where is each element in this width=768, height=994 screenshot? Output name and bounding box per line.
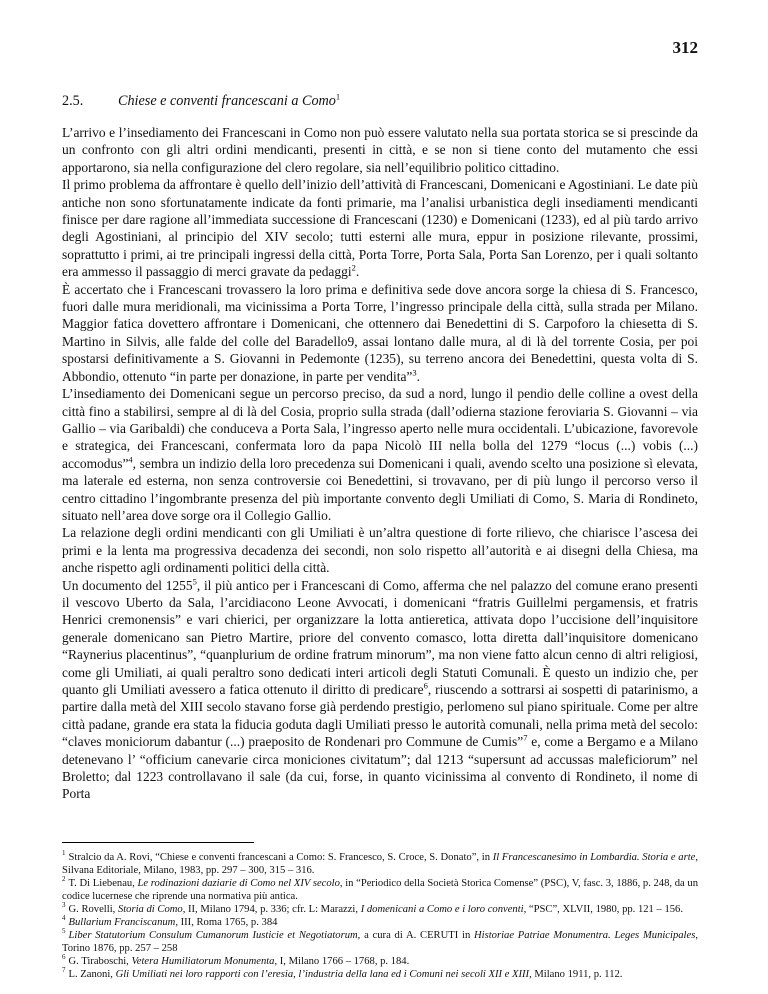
paragraph — [62, 176, 698, 280]
footnote-text: , I, Milano 1766 – 1768, p. 184. — [274, 956, 410, 967]
footnote-text: G. Rovelli, — [68, 904, 118, 915]
footnote-number: 5 — [62, 927, 66, 936]
footnote-number: 7 — [62, 966, 66, 975]
footnote-number: 2 — [62, 875, 66, 884]
footnote-ref: 1 — [335, 91, 341, 102]
footnote-text: L. Zanoni, — [68, 969, 116, 980]
paragraph-text: L’insediamento dei Domenicani segue un percorso preciso, da sud a nord, lungo il pendio delle colline a ovest della città fino a stabilirsi, sempre al di là del Cosia, proprio sulla strada (dall’odierna stazione feroviaria S. Giovanni – via Gallio – via Garibaldi) che conduceva a Porta Sala, l’ingresso aperto nelle mura occidentali. L’ubicazione, favorevole e strategica, dei Francescani, confermata loro da papa Nicolò III nella bolla del 1279 “locus (...) vobis (...) accomodus” — [62, 386, 698, 471]
footnote-text: , Silvana Editoriale, Milano, 1983, pp. 297 – 300, 315 – 316. — [62, 852, 698, 876]
body-text — [62, 124, 698, 803]
footnote-text: , II, Milano 1794, p. 336; cfr. L: Marazzi, — [182, 904, 361, 915]
footnote-text: Milano 1911, p. 112. — [531, 969, 623, 980]
paragraph-text: , il più antico per i Francescani di Como, afferma che nel palazzo del comune erano presenti il vescovo Uberto da Sala, l’arcidiacono Leone Avvocati, i domenicani “fratris Guillelmi pergamensis, et fratris Henrici cremonensis” e vari chierici, per organizzare la lotta antieretica, attivata dopo l’uccisione dell’inquisitore generale domenicano san Pietro Martire, priore del convento comasco, lotta diretta dall’inquisitore domenicano “Raynerius placentinus”, “quanplurium de ordine fratrum minorum”, ma non viene fatto alcun cenno di altri religiosi, come gli Umiliati, ai quali peraltro sono dedicati interi articoli degli Statuti Comunali. È questo un indizio che, per quanto gli Umiliati avessero a fatica ottenuto il diritto di predicare — [62, 577, 698, 697]
footnote-number: 6 — [62, 953, 66, 962]
footnote-separator — [62, 842, 254, 843]
paragraph — [62, 124, 698, 176]
footnote — [62, 968, 698, 981]
footnote-text: T. Di Liebenau, — [68, 878, 138, 889]
footnote-text: Storia di Como — [117, 904, 183, 915]
footnote-number: 4 — [62, 914, 66, 923]
footnote — [62, 955, 698, 968]
paragraph — [62, 524, 698, 576]
section-number: 2.5. — [62, 93, 84, 109]
paragraph-text: e, come a Bergamo e a Milano detenevano l’ “officium canevarie circa moniciones civitatum”; dal 1213 “supersunt ad accussas maleficiorum” nel Broletto; dal 1223 controllavano il sale (da cui, forse, in quanto vicinissima al convento di Rondineto, il nome di Porta — [62, 734, 698, 802]
footnote-text: Vetera Humiliatorum Monumenta — [131, 956, 275, 967]
paragraph-text: . — [355, 264, 360, 280]
footnote — [62, 903, 698, 916]
section-heading — [62, 93, 340, 110]
footnote-text: Liber Statutorium Consulum Cumanorum Iusticie et Negotiatorum — [68, 930, 358, 941]
paragraph-text: Il primo problema da affrontare è quello dell’inizio dell’attività di Francescani, Domenicani e Agostiniani. Le date più antiche non sono sfortunatamente indicate da fonti primarie, ma l’analisi urbanistica degli insediamenti mendicanti finisce per dare ragione all’immediata successione di Francescani (1230) e Domenicani (1233), ed al più tardo arrivo degli Agostiniani, al principio del XIV secolo; tutti esterni alle mura, eppur in posizione rilevante, prossimi, soprattutto i primi, ai tre principali ingressi della città, Porta Torre, Porta Sala, Porta San Lorenzo, per i quali soltanto era ammesso il passaggio di merci gravate da pedaggi — [62, 177, 698, 280]
footnote-text: Historiae Patriae Monumentra. Leges Municipales — [474, 930, 696, 941]
footnote-text: Bullarium Franciscanum — [68, 917, 176, 928]
footnote-ref: 7 — [523, 732, 528, 743]
footnote-text: , in “Periodico della Società Storica Comense” (PSC), V, fasc. 3, 1886, p. 248, da un codice lucernese che riprende una normativa più antica. — [62, 878, 698, 902]
paragraph-text: . — [416, 368, 420, 384]
paragraph — [62, 385, 698, 524]
footnotes — [62, 851, 698, 981]
footnote-ref: 3 — [412, 367, 417, 378]
footnote-text: Il Francescanesimo in Lombardia. Storia e arte — [492, 852, 696, 863]
paragraph-text: L’arrivo e l’insediamento dei Francescani in Como non può essere valutato nella sua portata storica se si prescinde da un confronto con gli altri ordini mendicanti, presenti in città, e se non si tiene conto del mutamento che essi apportarono, sia nella configurazione del clero regolare, sia nell’equilibrio politico cittadino. — [62, 125, 698, 175]
paragraph-text: È accertato che i Francescani trovassero la loro prima e definitiva sede dove ancora sorge la chiesa di S. Francesco, fuori dalle mura meridionali, ma vicinissima a Porta Torre, l’ingresso principale della città, sulla strada per Milano. Maggior fatica dovettero affrontare i Domenicani, che ottennero dai Benedettini di S. Carpoforo la chiesetta di S. Martino in Silvis, alle falde del colle del Baradello9, assai lontano dalle mura, al di là del torrente Cosia, per poi spostarsi definitivamente a S. Giovanni in Pedemonte (1235), su terreno ancora dei Benedettini, questa volta di S. Abbondio, ottenuto “in parte per donazione, in parte per vendita” — [62, 281, 698, 384]
footnote-text: , a cura di A. CERUTI in — [357, 930, 475, 941]
section-title: Chiese e conventi francescani a Como — [118, 93, 336, 109]
paragraph — [62, 577, 698, 803]
paragraph-text: , riuscendo a sottrarsi ai sospetti di patarinismo, a partire dalla metà del XIII secolo stavano forse già perdendo prestigio, perlomeno sul piano spirituale. Come per altre città padane, grande era stata la fiducia goduta dagli Umiliati presso le autorità comunali, nella prima metà del secolo: “claves moniciorum dabantur (...) praeposito de Rondenari pro Commune de Cumis” — [62, 682, 698, 750]
footnote-text: , Torino 1876, pp. 257 – 258 — [62, 930, 698, 954]
footnote-ref: 5 — [192, 576, 197, 587]
footnote-text: I domenicani a Como e i loro conventi — [360, 904, 524, 915]
paragraph-text: Un documento del 1255 — [62, 577, 193, 593]
footnote — [62, 877, 698, 903]
footnote-text: G. Tiraboschi, — [68, 956, 132, 967]
footnote-ref: 4 — [128, 454, 133, 465]
footnote-ref: 2 — [351, 262, 356, 273]
footnote-ref: 6 — [423, 680, 428, 691]
footnote — [62, 851, 698, 877]
footnote-text: Stralcio da A. Rovi, “Chiese e conventi francescani a Como: S. Francesco, S. Croce, S. Donato”, in — [68, 852, 493, 863]
footnote-text: Gli Umiliati nei loro rapporti con l’eresia, l’industria della lana ed i Comuni nei secoli XII e XIII, — [115, 969, 532, 980]
footnote-text: , III, Roma 1765, p. 384 — [175, 917, 278, 928]
footnote-text: , “PSC”, XLVII, 1980, pp. 121 – 156. — [523, 904, 683, 915]
footnote-number: 3 — [62, 901, 66, 910]
paragraph-text: , sembra un indizio della loro precedenza sui Domenicani i quali, avendo scelto una posizione sì elevata, ma laterale ed esterna, non senza controversie coi Benedettini, si trovavano, per di più lungo il percorso verso il centro cittadino l’ingombrante presenza del più importante convento degli Umiliati di Como, S. Maria di Rondineto, situato nell’area dove sorge ora il Collegio Gallio. — [62, 455, 698, 523]
footnote — [62, 916, 698, 929]
footnote-number: 1 — [62, 849, 66, 858]
paragraph — [62, 281, 698, 385]
footnote-text: Le rodinazioni daziarie di Como nel XIV secolo — [137, 878, 340, 889]
footnote — [62, 929, 698, 955]
paragraph-text: La relazione degli ordini mendicanti con gli Umiliati è un’altra questione di forte rilievo, che chiarisce l’ascesa dei primi e la lenta ma progressiva decadenza dei secondi, non solo rispetto all’autorità e ai disegni della Chiesa, ma anche rispetto agli ordinamenti politici della città. — [62, 525, 698, 576]
page-number: 312 — [672, 38, 698, 57]
